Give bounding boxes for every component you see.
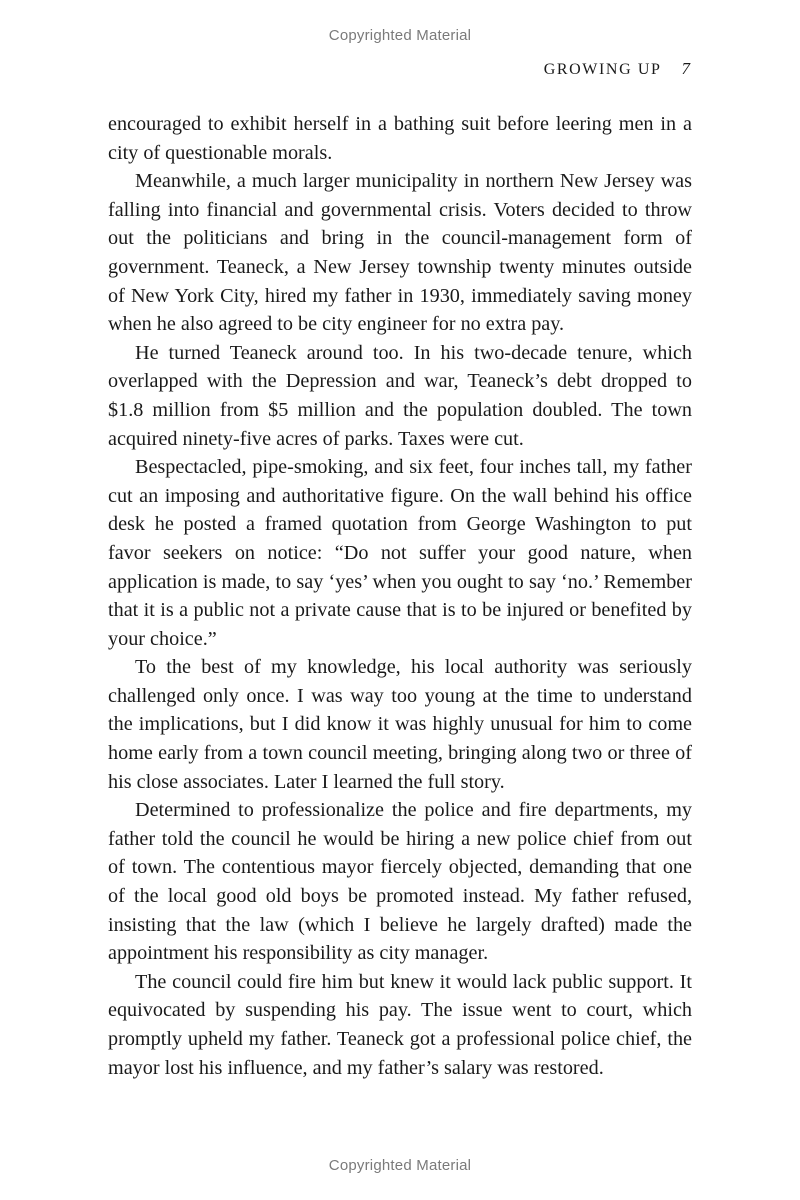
paragraph: Bespectacled, pipe-smoking, and six feet, four inches tall, my father cut an imposing and authoritative figure. On the wall behind his office desk he posted a framed quotation from George Washington to put favor seekers on notice: “Do not suffer your good nature, when application is made, to say ‘yes’ when you ought to say ‘no.’ Remember that it is a public not a private cause that is to be injured or benefited by your choice.” — [108, 456, 692, 650]
paragraph: The council could fire him but knew it would lack public support. It equivocated by suspending his pay. The issue went to court, which promptly upheld my father. Teaneck got a professional police chief, the mayor lost his influence, and my father’s salary was restored. — [108, 970, 692, 1079]
page-number: 7 — [681, 59, 690, 78]
copyright-watermark-top: Copyrighted Material — [328, 27, 472, 44]
paragraph: Meanwhile, a much larger municipality in northern New Jersey was falling into financial and governmental crisis. Voters decided to throw out the politicians and bring in the council-management form of government. Teaneck, a New Jersey township twenty minutes outside of New York City, hired my father in 1930, immediately saving money when he also agreed to be city engineer for no extra pay. — [108, 170, 692, 336]
copyright-watermark-bottom: Copyrighted Material — [328, 1157, 472, 1174]
body-text — [108, 110, 692, 1082]
paragraph: Determined to professionalize the police and fire departments, my father told the council he would be hiring a new police chief from out of town. The contentious mayor fiercely objected, demanding that one of the local good old boys be promoted instead. My father refused, insisting that the law (which I believe he largely drafted) made the appointment his responsibility as city manager. — [108, 799, 692, 965]
chapter-title: GROWING UP — [543, 61, 662, 78]
paragraph: To the best of my knowledge, his local authority was seriously challenged only once. I was way too young at the time to understand the implications, but I did know it was highly unusual for him to come home early from a town council meeting, bringing along two or three of his close associates. Later I learned the full story. — [108, 656, 692, 793]
paragraph-continued: encouraged to exhibit herself in a bathing suit before leering men in a city of questionable morals. — [108, 113, 692, 164]
running-head — [544, 59, 690, 79]
paragraph: He turned Teaneck around too. In his two-decade tenure, which overlapped with the Depression and war, Teaneck’s debt dropped to $1.8 million from $5 million and the population doubled. The town acquired ninety-five acres of parks. Taxes were cut. — [108, 341, 692, 450]
